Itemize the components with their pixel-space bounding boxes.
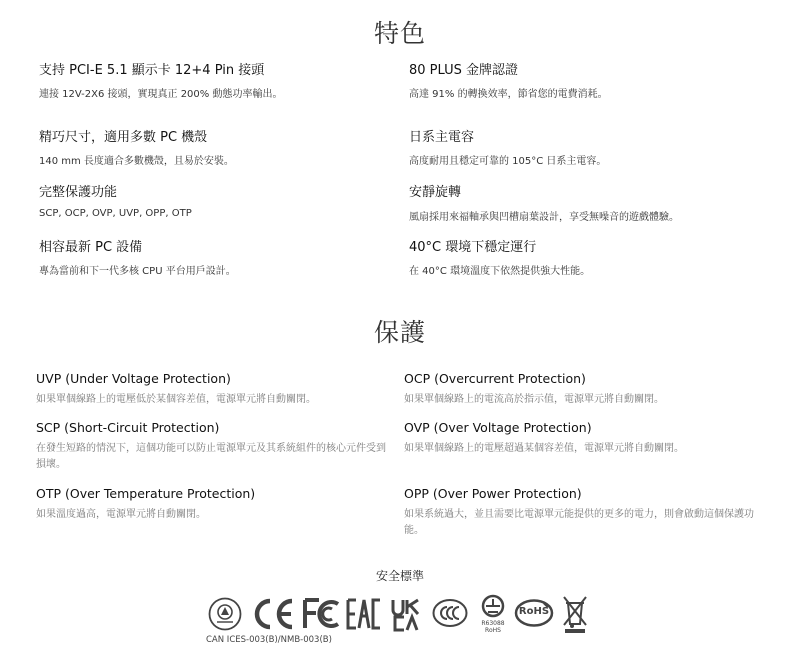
protection-desc-scp: 在發生短路的情況下，這個功能可以防止電源單元及其系統組件的核心元件受到損壞。: [36, 443, 386, 470]
protection-title-uvp: UVP (Under Voltage Protection): [36, 371, 231, 386]
feature-title-40c: 40°C 環境下穩定運行: [409, 240, 537, 255]
feature-desc-pcie: 連接 12V-2X6 接頭，實現真正 200% 動態功率輸出。: [39, 89, 283, 100]
protection-title-ovp: OVP (Over Voltage Protection): [404, 420, 592, 435]
eac-icon: [346, 598, 382, 630]
ce-icon: [252, 596, 296, 632]
ccc-icon: [432, 598, 468, 628]
bsmi-code: R63088: [481, 620, 505, 627]
features-heading: 特色: [373, 19, 426, 48]
protection-desc-ovp: 如果單個線路上的電壓超過某個容差值，電源單元將自動關閉。: [404, 443, 684, 454]
can-ices-label: CAN ICES-003(B)/NMB-003(B): [206, 635, 332, 645]
feature-title-80plus: 80 PLUS 金牌認證: [409, 63, 519, 78]
protection-title-otp: OTP (Over Temperature Protection): [36, 486, 256, 501]
protection-desc-ocp: 如果單個線路上的電流高於指示值，電源單元將自動關閉。: [404, 394, 664, 405]
feature-title-capacitor: 日系主電容: [409, 130, 475, 145]
feature-desc-80plus: 高達 91% 的轉換效率，節省您的電費消耗。: [409, 89, 608, 100]
fc-icon: [302, 598, 342, 630]
ukca-icon: [391, 598, 421, 632]
protection-title-ocp: OCP (Overcurrent Protection): [404, 371, 586, 386]
feature-title-compact: 精巧尺寸，適用多數 PC 機殼: [39, 130, 208, 145]
rohs-label: RoHS: [518, 606, 550, 617]
certifications-heading: 安全標準: [375, 569, 424, 583]
feature-desc-capacitor: 高度耐用且穩定可靠的 105°C 日系主電容。: [409, 156, 607, 167]
protection-desc-otp: 如果溫度過高，電源單元將自動關閉。: [36, 509, 206, 520]
feature-title-protection: 完整保護功能: [39, 185, 118, 200]
feature-title-pcie: 支持 PCI-E 5.1 顯示卡 12+4 Pin 接頭: [39, 63, 265, 78]
protection-title-opp: OPP (Over Power Protection): [404, 486, 582, 501]
protection-title-scp: SCP (Short-Circuit Protection): [36, 420, 220, 435]
nom-icon: [208, 597, 242, 631]
feature-desc-protection: SCP, OCP, OVP, UVP, OPP, OTP: [39, 208, 192, 219]
protection-heading: 保護: [373, 318, 426, 347]
feature-title-quiet: 安靜旋轉: [409, 185, 462, 200]
weee-bin-icon: [562, 594, 588, 634]
feature-desc-40c: 在 40°C 環境溫度下依然提供強大性能。: [409, 266, 591, 277]
bsmi-icon: [476, 594, 510, 620]
feature-desc-compat: 專為當前和下一代多核 CPU 平台用戶設計。: [39, 266, 236, 277]
bsmi-rohs: RoHS: [485, 627, 501, 634]
protection-desc-opp: 如果系統過大，並且需要比電源單元能提供的更多的電力，則會啟動這個保護功能。: [404, 509, 754, 536]
protection-desc-uvp: 如果單個線路上的電壓低於某個容差值，電源單元將自動關閉。: [36, 394, 316, 405]
feature-desc-compact: 140 mm 長度適合多數機殼，且易於安裝。: [39, 156, 234, 167]
feature-title-compat: 相容最新 PC 設備: [39, 240, 143, 255]
feature-desc-quiet: 風扇採用來福軸承與凹槽扇葉設計，享受無噪音的遊戲體驗。: [409, 212, 679, 223]
